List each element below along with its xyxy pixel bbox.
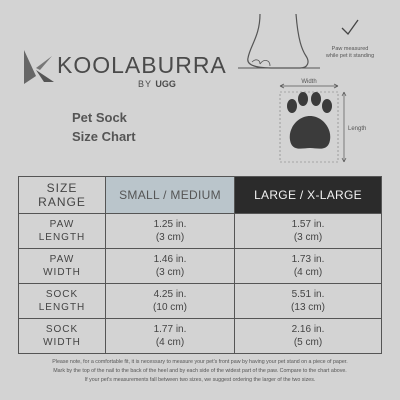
table-row — [19, 214, 382, 249]
page-title — [72, 108, 136, 146]
note-line-2: Mark by the top of the nail to the back of the heel and by each side of the widest part of the paw. Compare to the chart above. — [53, 368, 347, 374]
small-value: 1.77 in. (4 cm) — [106, 319, 235, 354]
row-label: SOCK WIDTH — [19, 319, 106, 354]
length-label: Length — [348, 126, 367, 132]
note-line-1: Please note, for a comfortable fit, it is necessary to measure your pet's front paw by having your pet stand on a piece of paper. — [52, 359, 348, 365]
brand-name: KOOLABURRA — [57, 52, 227, 78]
width-label: Width — [301, 79, 317, 85]
large-value: 1.73 in. (4 cm) — [235, 249, 382, 284]
caption-text: Paw measured — [331, 46, 369, 52]
row-label: PAW WIDTH — [19, 249, 106, 284]
paw-measurement-illustration — [230, 6, 395, 171]
note-line-3: If your pet's measurements fall between two sizes, we suggest ordering the larger of the two sizes. — [84, 377, 316, 383]
fit-notes — [8, 358, 392, 385]
ugg-wordmark: UGG — [155, 79, 176, 89]
check-icon — [342, 20, 358, 34]
title-line-2: Size Chart — [72, 129, 136, 144]
header-small-medium: SMALL / MEDIUM — [106, 177, 235, 214]
brand-byline: BY UGG — [138, 79, 176, 89]
row-label: SOCK LENGTH — [19, 284, 106, 319]
paw-diagram — [230, 6, 395, 166]
svg-text:while pet it standing: while pet it standing — [325, 53, 375, 59]
small-value: 1.25 in. (3 cm) — [106, 214, 235, 249]
small-value: 1.46 in. (3 cm) — [106, 249, 235, 284]
table-row — [19, 249, 382, 284]
size-chart-table — [18, 176, 382, 354]
table-row — [19, 319, 382, 354]
paw-print-icon — [287, 92, 332, 149]
table-header-row — [19, 177, 382, 214]
row-label: PAW LENGTH — [19, 214, 106, 249]
large-value: 2.16 in. (5 cm) — [235, 319, 382, 354]
table-row — [19, 284, 382, 319]
title-line-1: Pet Sock — [72, 110, 127, 125]
koolaburra-logo — [20, 44, 227, 94]
large-value: 5.51 in. (13 cm) — [235, 284, 382, 319]
small-value: 4.25 in. (10 cm) — [106, 284, 235, 319]
header-large-xlarge: LARGE / X-LARGE — [235, 177, 382, 214]
large-value: 1.57 in. (3 cm) — [235, 214, 382, 249]
header-size-range: SIZE RANGE — [19, 177, 106, 214]
koolaburra-k-icon — [20, 48, 56, 88]
